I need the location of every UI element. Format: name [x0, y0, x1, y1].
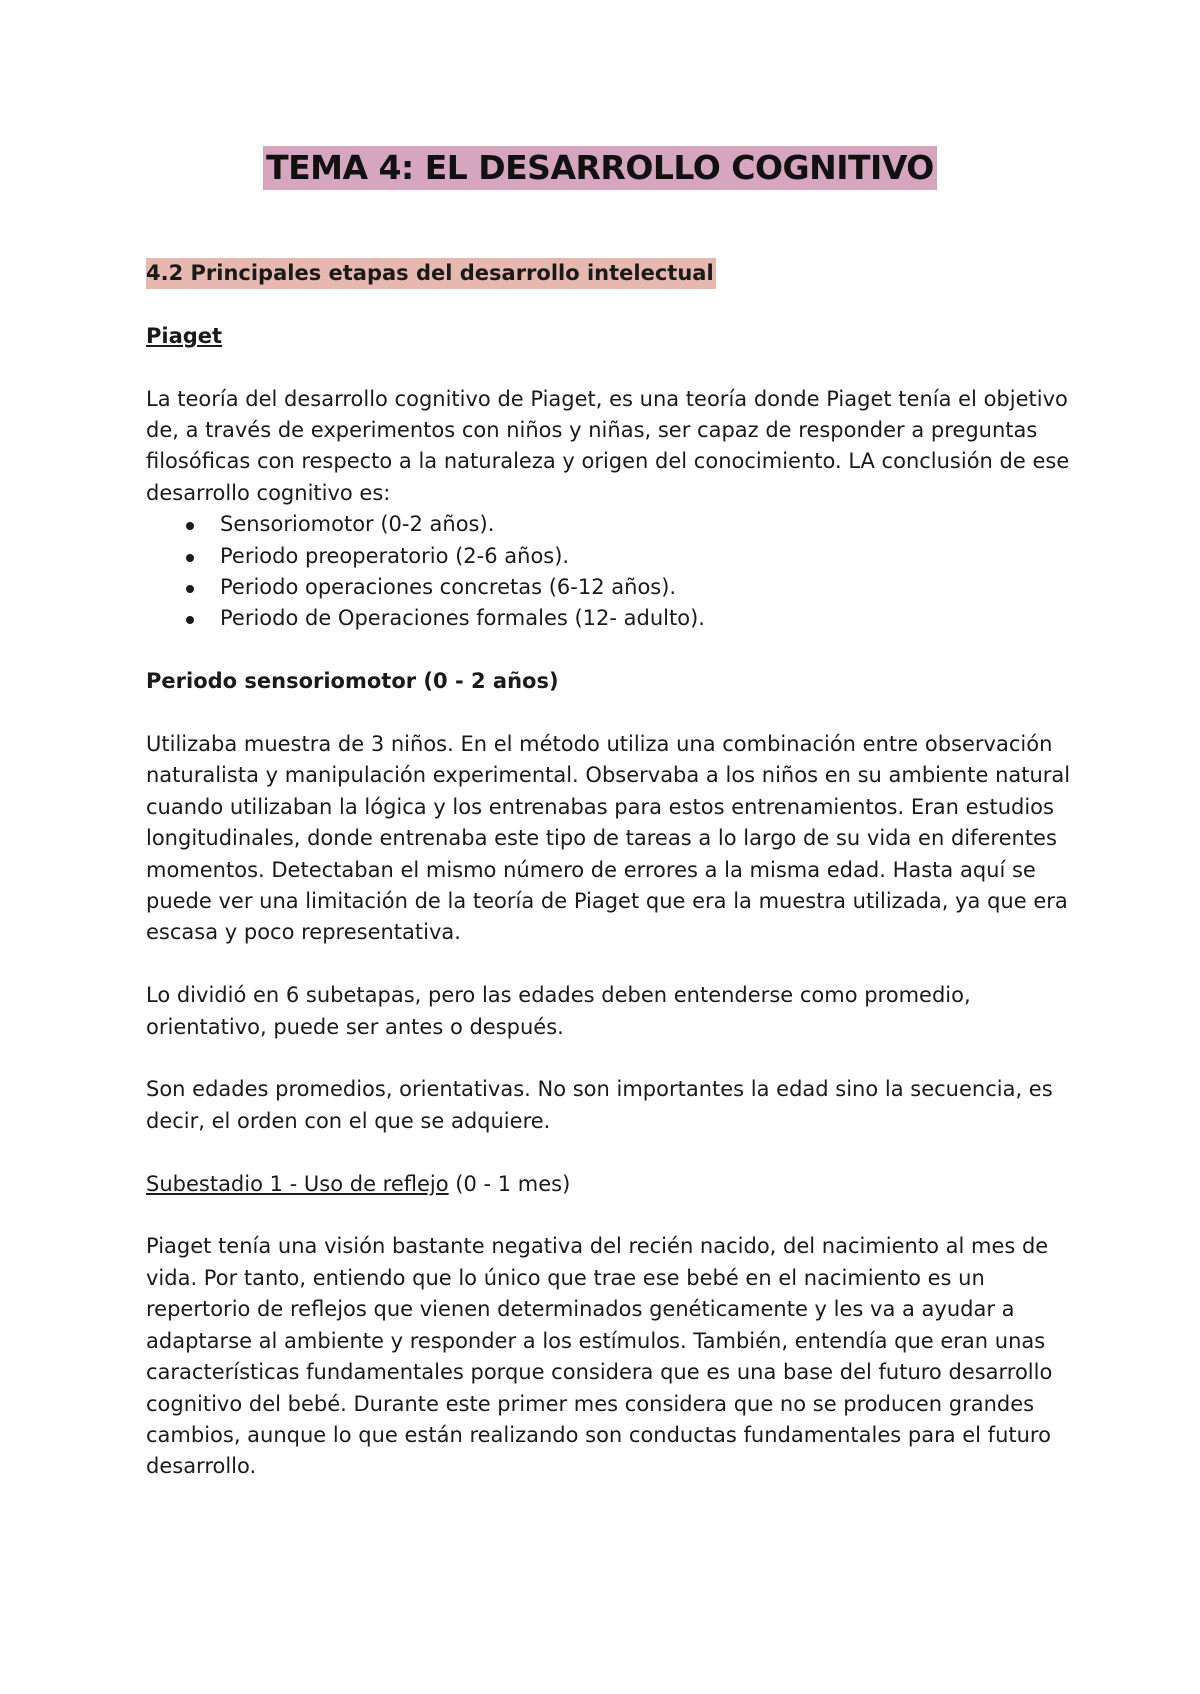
section-heading-line — [146, 258, 1076, 289]
list-item: Periodo de Operaciones formales (12- adulto). — [146, 603, 1076, 634]
piaget-heading-line — [146, 321, 1076, 352]
title-container — [0, 146, 1200, 190]
section-heading: 4.2 Principales etapas del desarrollo intelectual — [146, 258, 716, 289]
method-paragraph: Utilizaba muestra de 3 niños. En el método utiliza una combinación entre observación naturalista y manipulación experimental. Observaba a los niños en su ambiente natural cuando utilizaban la lógica y los entrenabas para estos entrenamientos. Eran estudios longitudinales, donde entrenaba este tipo de tareas a lo largo de su vida en diferentes momentos. Detectaban el mismo número de errores a la misma edad. Hasta aquí se puede ver una limitación de la teoría de Piaget que era la muestra utilizada, ya que era escasa y poco representativa. — [146, 732, 1071, 945]
document-body — [146, 258, 1076, 1483]
spacer — [146, 1137, 1076, 1168]
spacer — [146, 352, 1076, 383]
piaget-heading: Piaget — [146, 323, 223, 348]
list-item: Sensoriomotor (0-2 años). — [146, 509, 1076, 540]
intro-paragraph: La teoría del desarrollo cognitivo de Piaget, es una teoría donde Piaget tenía el objetivo de, a través de experimentos con niños y niñas, ser capaz de responder a preguntas filosóficas con respecto a la naturaleza y origen del conocimiento. LA conclusión de ese desarrollo cognitivo es: — [146, 386, 1070, 505]
spacer — [146, 698, 1076, 729]
list-item: Periodo preoperatorio (2-6 años). — [146, 541, 1076, 572]
spacer — [146, 949, 1076, 980]
substage1-paragraph: Piaget tenía una visión bastante negativa del recién nacido, del nacimiento al mes de vida. Por tanto, entiendo que lo único que trae ese bebé en el nacimiento es un repertorio de reflejos que vienen determinados genéticamente y les va a ayudar a adaptarse al ambiente y responder a los estímulos. También, entendía que eran unas características fundamentales porque considera que es una base del futuro desarrollo cognitivo del bebé. Durante este primer mes considera que no se producen grandes cambios, aunque lo que están realizando son conductas fundamentales para el futuro desarrollo. — [146, 1234, 1053, 1479]
list-item: Periodo operaciones concretas (6-12 años). — [146, 572, 1076, 603]
substage1-range: (0 - 1 mes) — [448, 1171, 571, 1196]
document-title: TEMA 4: EL DESARROLLO COGNITIVO — [263, 146, 937, 190]
stages-list — [146, 509, 1076, 635]
spacer — [146, 1043, 1076, 1074]
ages-paragraph: Son edades promedios, orientativas. No son importantes la edad sino la secuencia, es decir, el orden con el que se adquiere. — [146, 1077, 1053, 1133]
substages-paragraph: Lo dividió en 6 subetapas, pero las edades deben entenderse como promedio, orientativo, puede ser antes o después. — [146, 983, 971, 1039]
substage1-heading-line — [146, 1169, 1076, 1200]
spacer — [146, 635, 1076, 666]
spacer — [146, 289, 1076, 320]
sensoriomotor-heading: Periodo sensoriomotor (0 - 2 años) — [146, 669, 559, 694]
spacer — [146, 1200, 1076, 1231]
sensoriomotor-heading-line — [146, 666, 1076, 697]
substage1-label: Subestadio 1 - Uso de reflejo — [146, 1171, 449, 1196]
